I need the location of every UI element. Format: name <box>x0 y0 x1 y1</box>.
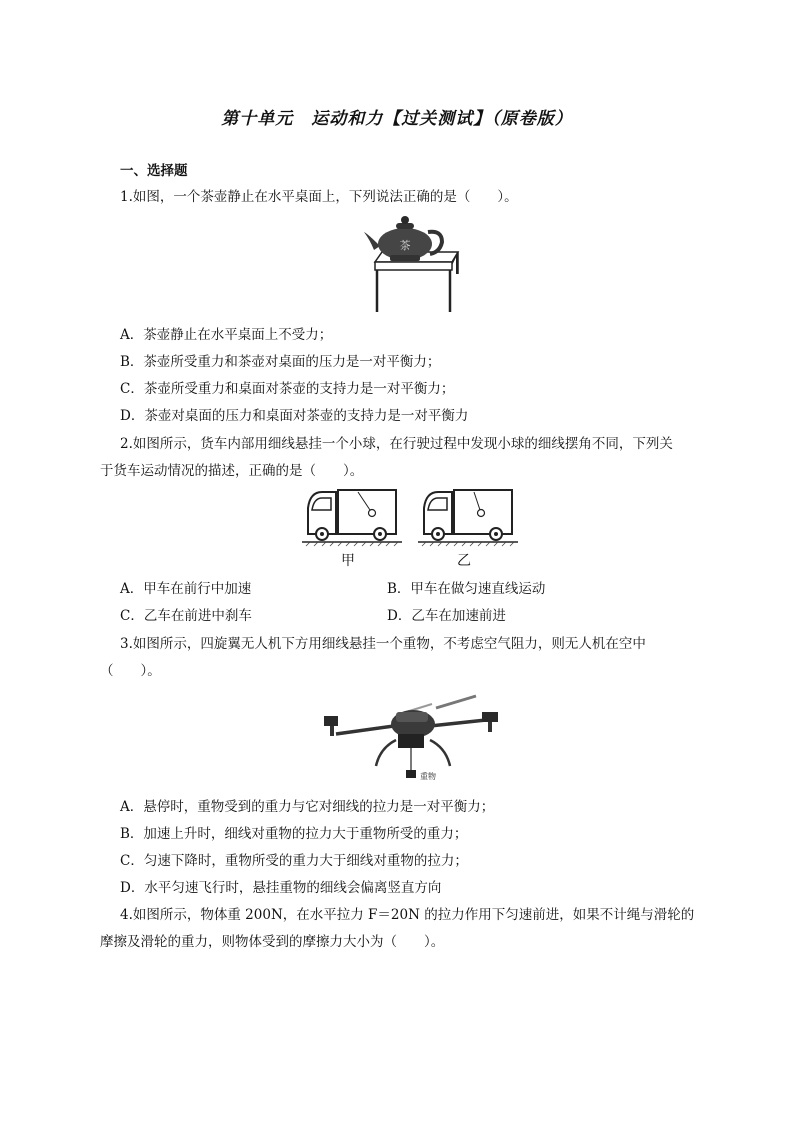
truck-yi <box>418 490 518 546</box>
rotor-blade <box>436 696 476 708</box>
question-3-option-a: A．悬停时，重物受到的重力与它对细线的拉力是一对平衡力； <box>120 799 495 815</box>
question-3-stem-line-1: 3.如图所示，四旋翼无人机下方用细线悬挂一个重物，不考虑空气阻力，则无人机在空中 <box>120 636 646 652</box>
question-1-option-c: C．茶壶所受重力和桌面对茶壶的支持力是一对平衡力； <box>120 381 455 397</box>
landing-gear <box>376 740 396 766</box>
teapot-spout <box>364 232 380 250</box>
question-1-option-a: A．茶壶静止在水平桌面上不受力； <box>120 327 333 343</box>
right-motor <box>482 712 498 722</box>
table-front <box>375 262 452 270</box>
question-3-option-c: C．匀速下降时，重物所受的重力大于细线对重物的拉力； <box>120 853 468 869</box>
teapot-on-table-figure <box>360 212 465 317</box>
left-motor <box>324 716 338 726</box>
trucks-figure <box>300 486 520 576</box>
label-jia: 甲 <box>341 553 355 569</box>
question-2-stem-line-2: 于货车运动情况的描述，正确的是（ ）。 <box>100 463 364 479</box>
question-2-option-c: C．乙车在前进中刹车 <box>120 608 252 624</box>
question-3-stem-line-2: （ ）。 <box>100 663 161 679</box>
label-yi: 乙 <box>457 553 471 569</box>
question-4-stem-line-2: 摩擦及滑轮的重力，则物体受到的摩擦力大小为（ ）。 <box>100 934 445 950</box>
drone-figure <box>318 690 506 786</box>
hanging-ball <box>478 510 485 517</box>
teapot-knob <box>401 216 409 224</box>
section-heading: 一、选择题 <box>120 163 188 179</box>
question-4-stem-line-1: 4.如图所示，物体重 200N，在水平拉力 F＝20N 的拉力作用下匀速前进，如果不计绳与滑轮的 <box>120 907 695 923</box>
weight-label: 重物 <box>420 772 436 781</box>
question-3-option-b: B．加速上升时，细线对重物的拉力大于重物所受的重力； <box>120 826 468 842</box>
question-3-option-d: D．水平匀速飞行时，悬挂重物的细线会偏离竖直方向 <box>120 880 442 896</box>
teapot-character: 茶 <box>399 239 411 252</box>
hanging-weight <box>406 770 416 778</box>
hanging-ball <box>369 510 376 517</box>
landing-gear <box>430 740 450 766</box>
question-1-option-d: D．茶壶对桌面的压力和桌面对茶壶的支持力是一对平衡力 <box>120 408 469 424</box>
page-title: 第十单元 运动和力【过关测试】（原卷版） <box>221 109 573 129</box>
question-1-option-b: B．茶壶所受重力和茶壶对桌面的压力是一对平衡力； <box>120 354 441 370</box>
question-2-stem-line-1: 2.如图所示，货车内部用细线悬挂一个小球，在行驶过程中发现小球的细线摆角不同，下列关 <box>120 436 673 452</box>
question-2-option-d: D．乙车在加速前进 <box>387 608 506 624</box>
truck-jia <box>302 490 402 546</box>
question-2-option-a: A．甲车在前行中加速 <box>120 581 252 597</box>
question-1-stem: 1.如图，一个茶壶静止在水平桌面上，下列说法正确的是（ ）。 <box>120 189 518 205</box>
question-2-option-b: B．甲车在做匀速直线运动 <box>387 581 546 597</box>
